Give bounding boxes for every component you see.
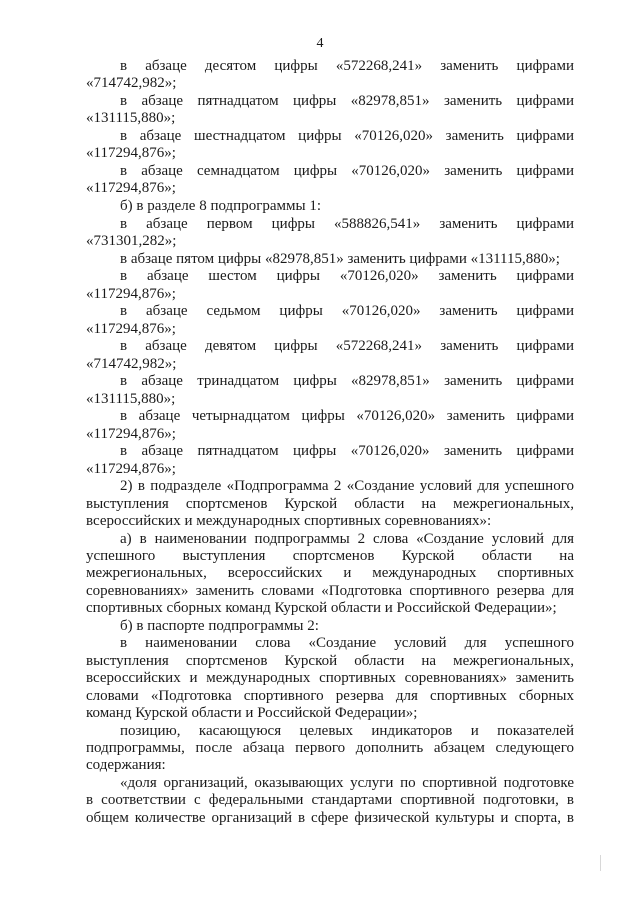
text-line: «117294,876»; [86, 320, 176, 337]
text-line: всероссийских и международных спортивных соревнованиях» заменить [86, 670, 574, 687]
text-line: соревнованиях» заменить словами «Подготовка спортивного резерва для [86, 582, 574, 599]
text-line: в абзаце семнадцатом цифры «70126,020» заменить цифрами [120, 163, 574, 179]
document-body [86, 58, 574, 827]
text-line: «131115,880»; [86, 110, 176, 127]
text-line: «доля организаций, оказывающих услуги по спортивной подготовке [120, 775, 574, 792]
text-line: межрегиональных, всероссийских и международных спортивных [86, 565, 574, 582]
text-line: подпрограммы, после абзаца первого дополнить абзацем следующего [86, 740, 574, 757]
text-line: всероссийских и международных спортивных соревнованиях»: [86, 513, 492, 529]
text-line: команд Курской области и Российской Федерации»; [86, 705, 418, 722]
text-line: в абзаце пятнадцатом цифры «70126,020» заменить цифрами [120, 443, 574, 460]
page-number: 4 [316, 36, 324, 51]
text-line: «714742,982»; [86, 75, 177, 92]
text-line: в абзаце шестом цифры «70126,020» заменить цифрами [120, 268, 574, 285]
text-line: «117294,876»; [86, 460, 176, 477]
text-line: в абзаце пятом цифры «82978,851» заменить цифрами «131115,880»; [120, 250, 560, 267]
text-line: в соответствии с федеральными стандартами спортивной подготовки, в [86, 792, 574, 809]
text-line: в абзаце седьмом цифры «70126,020» заменить цифрами [120, 303, 574, 320]
text-line: в абзаце четырнадцатом цифры «70126,020» заменить цифрами [120, 408, 574, 425]
text-line: «117294,876»; [86, 180, 176, 197]
text-line: выступления спортсменов Курской области на межрегиональных, [86, 652, 574, 669]
text-line: б) в разделе 8 подпрограммы 1: [120, 198, 321, 214]
text-line: в абзаце девятом цифры «572268,241» заменить цифрами [120, 338, 574, 355]
text-line: в абзаце первом цифры «588826,541» заменить цифрами [120, 215, 574, 232]
text-line: в абзаце десятом цифры «572268,241» заменить цифрами [120, 58, 574, 74]
text-line: а) в наименовании подпрограммы 2 слова «Создание условий для [120, 530, 574, 547]
text-line: в наименовании слова «Создание условий для успешного [120, 635, 574, 652]
text-line: в абзаце тринадцатом цифры «82978,851» заменить цифрами [120, 373, 574, 390]
text-line: в абзаце шестнадцатом цифры «70126,020» заменить цифрами [120, 128, 574, 144]
text-line: общем количестве организаций в сфере физической культуры и спорта, в [86, 809, 574, 826]
text-line: «131115,880»; [86, 390, 176, 407]
text-line: в абзаце пятнадцатом цифры «82978,851» заменить цифрами [120, 93, 574, 109]
text-line: «117294,876»; [86, 285, 176, 302]
text-line: выступления спортсменов Курской области на межрегиональных, [86, 495, 574, 512]
text-line: 2) в подразделе «Подпрограмма 2 «Создание условий для успешного [120, 478, 574, 495]
text-line: содержания: [86, 757, 166, 774]
text-line: позицию, касающуюся целевых индикаторов и показателей [120, 722, 574, 739]
text-line: словами «Подготовка спортивного резерва для спортивных сборных [86, 687, 574, 704]
text-line: «714742,982»; [86, 355, 177, 372]
text-line: спортивных сборных команд Курской области и Российской Федерации»; [86, 600, 557, 617]
text-line: «117294,876»; [86, 145, 176, 162]
scan-mark [600, 855, 601, 871]
text-line: успешного выступления спортсменов Курской области на [86, 548, 574, 564]
text-line: б) в паспорте подпрограммы 2: [120, 617, 319, 634]
text-line: «731301,282»; [86, 233, 177, 249]
text-line: «117294,876»; [86, 425, 176, 442]
